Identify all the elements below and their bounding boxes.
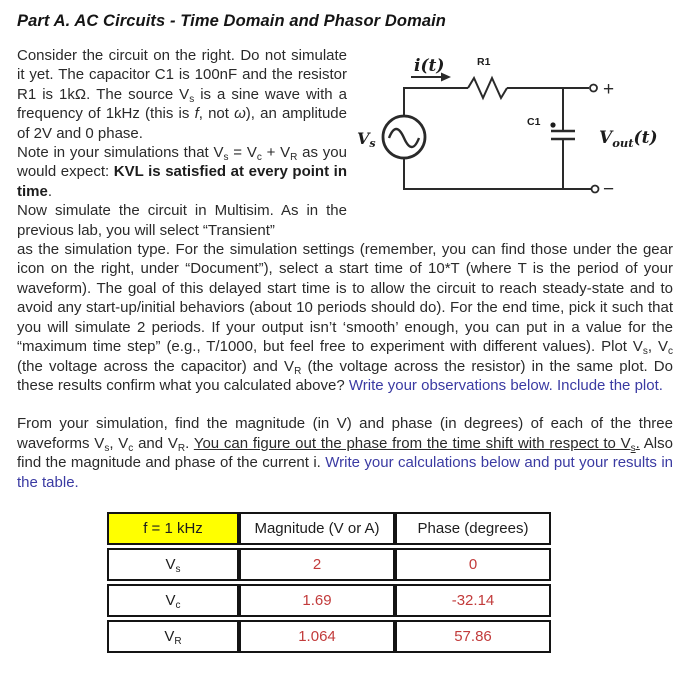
- minus-sign: −: [603, 179, 615, 200]
- paragraph-simulation-settings: as the simulation type. For the simulation settings (remember, you can find those under the gear icon on the right, under “Document”), select a start time of 10*T (where T is the period of your waveform). The goal of this delayed start time is to allow the circuit to reach steady-state and to avoid any start-up/initial behaviors (about 10 periods should do). For the end time, pick it such that you will simulate 2 periods. If your output isn’t ‘smooth’ enough, you can put in a value for the “maximum time step” (e.g., T/1000, but feel free to experiment with different values). Plot $V_s$, $V_c$ (the voltage across the capacitor) and $V_R$ (the voltage across the resistor) in the same plot. Do these results confirm what you calculated above? Write your observations below. Include the plot.: [17, 241, 673, 394]
- terminal-plus-icon: [590, 85, 597, 92]
- vs-magnitude: 2: [239, 548, 395, 581]
- intro-text: Consider the circuit on the right. Do not simulate it yet. The capacitor C1 is 100nF and the resistor R1 is 1kΩ. The source V: [17, 47, 347, 103]
- wire-top-left: [404, 88, 468, 115]
- vc-phase: -32.14: [395, 584, 551, 617]
- rc-circuit-schematic: [355, 48, 673, 216]
- instruction-observations: Write your observations below. Include the plot.: [348, 376, 663, 394]
- vc-magnitude: 1.69: [239, 584, 395, 617]
- vr-phase: 57.86: [395, 620, 551, 653]
- resistor-label: R1: [477, 56, 491, 68]
- page-title: Part A. AC Circuits - Time Domain and Phasor Domain: [17, 12, 446, 30]
- row-label-vr: $V_R$: [107, 620, 239, 653]
- plus-sign: +: [603, 79, 615, 100]
- var-f: f: [194, 105, 199, 123]
- header-phase: Phase (degrees): [395, 512, 551, 545]
- resistor-icon: [468, 78, 507, 98]
- instruction-calculations: Write your calculations below and put your results in the table.: [17, 454, 673, 491]
- paragraph-measurements: From your simulation, find the magnitude (in V) and phase (in degrees) of each of the three waveforms $V_s$, $V_c$ and $V_R$. You can figure out the phase from the time shift with respect to $V_s$. Also find the magnitude and phase of the current i. Write your calculations below and put your results in the table.: [17, 415, 673, 491]
- vs-phase: 0: [395, 548, 551, 581]
- table-row-vc: [107, 584, 551, 617]
- terminal-minus-icon: [592, 186, 599, 193]
- results-table: [107, 509, 551, 656]
- capacitor-label: C1: [527, 116, 541, 128]
- header-frequency: f = 1 kHz: [107, 512, 239, 545]
- sine-wave-icon: [389, 129, 419, 147]
- capacitor-icon: [551, 131, 575, 139]
- underlined-hint: You can figure out the phase from the time shift with respect to V: [193, 434, 631, 452]
- row-label-vc: $V_c$: [107, 584, 239, 617]
- vr-magnitude: 1.064: [239, 620, 395, 653]
- paragraph-intro: i(t) R1 C1 Vs $V_{out}(t)$ + − Consider the circuit on the right. Do not simulate it yet. The capacitor C1 is 100nF and the resistor R1 is 1kΩ. The source $V_s$ is a sine wave with a frequency of 1kHz (this is f, not ω), an amplitude of 2V and 0 phase. Note in your simulations that $V_s = V_c + V_R$ as you would expect: KVL is satisfied at every point in time. Now simulate the circuit in Multisim. As in the previous lab, you will select “Transient”: [17, 46, 673, 240]
- circuit-diagram: [355, 48, 673, 216]
- table-row-vr: [107, 620, 551, 653]
- row-label-vs: $V_s$: [107, 548, 239, 581]
- kvl-bold-statement: KVL is satisfied at every point in time: [17, 163, 348, 200]
- var-omega: ω: [234, 105, 246, 123]
- capacitor-node-dot-icon: [550, 122, 555, 127]
- header-magnitude: Magnitude (V or A): [239, 512, 395, 545]
- table-header-row: [107, 512, 551, 545]
- current-label: i(t): [414, 56, 445, 76]
- subscript: s: [189, 93, 195, 105]
- kvl-note: Note in your simulations that V: [17, 144, 224, 162]
- simulate-note: Now simulate the circuit in Multisim. As in the previous lab, you will select “Transient”: [17, 202, 347, 239]
- table-row-vs: [107, 548, 551, 581]
- vout-label: $V_{out}(t)$: [599, 128, 658, 150]
- source-label: Vs: [357, 129, 376, 150]
